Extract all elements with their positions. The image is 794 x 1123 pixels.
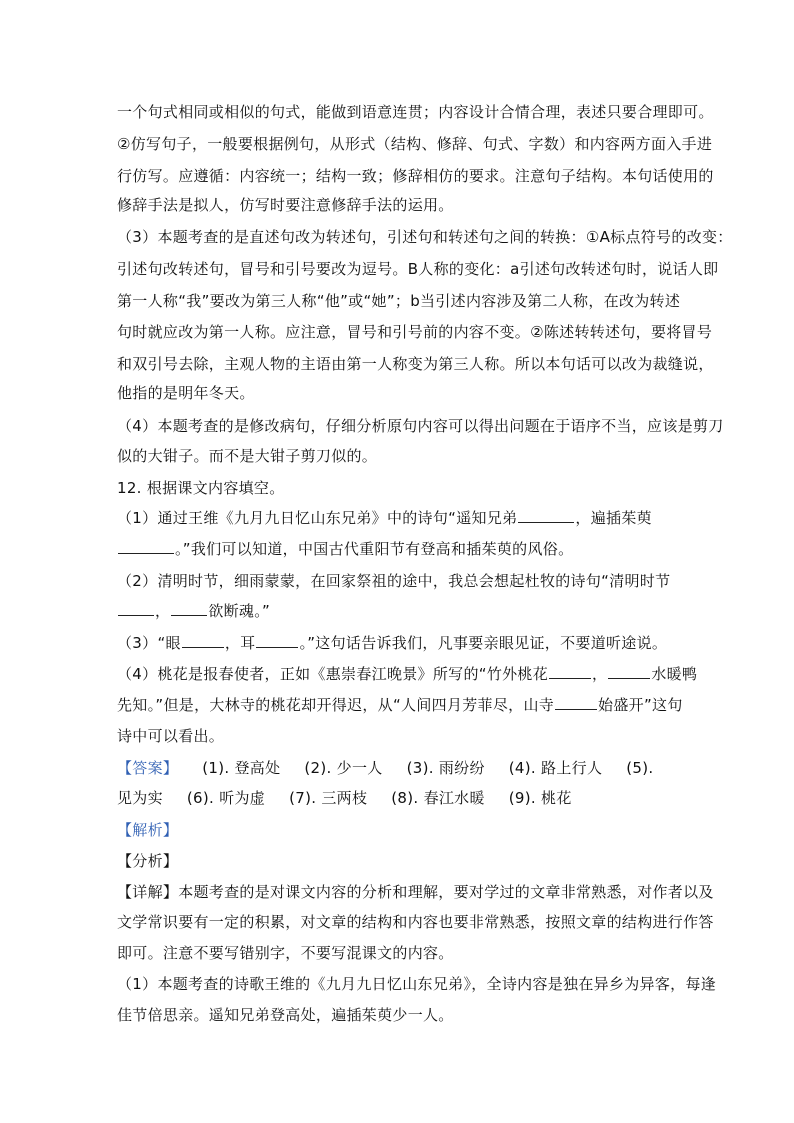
fill-blank[interactable]	[118, 539, 174, 554]
question-4: （4）桃花是报春使者，正如《惠崇春江晚景》所写的“竹外桃花 ， 水暖鸭	[117, 665, 698, 683]
question-4-end: 诗中可以看出。	[117, 727, 225, 745]
text-line: 他指的是明年冬天。	[117, 384, 255, 402]
question-2: （2）清明时节，细雨蒙蒙，在回家祭祖的途中，我总会想起杜牧的诗句“清明时节	[117, 572, 671, 590]
fill-blank[interactable]	[182, 633, 224, 648]
fill-blank[interactable]	[555, 695, 597, 710]
fill-blank[interactable]	[171, 601, 207, 616]
question-1: （1）通过王维《九月九日忆山东兄弟》中的诗句“遥知兄弟 ，遍插茱萸	[117, 509, 652, 527]
detail-line: 佳节倍思亲。遥知兄弟登高处，遍插茱萸少一人。	[117, 1006, 454, 1024]
detail-line: 【详解】本题考查的是对课文内容的分析和理解，要对学过的文章非常熟悉，对作者以及	[117, 883, 714, 901]
detail-line: （1）本题考查的诗歌王维的《九月九日忆山东兄弟》，全诗内容是独在异乡为异客，每逢	[117, 975, 717, 993]
question-3: （3）“眼 ，耳 。”这句话告诉我们，凡事要亲眼见证，不要道听途说。	[117, 634, 668, 652]
text-line: ②仿写句子，一般要根据例句，从形式（结构、修辞、句式、字数）和内容两方面入手进	[117, 135, 713, 153]
question-1-cont: 。”我们可以知道，中国古代重阳节有登高和插茱萸的风俗。	[117, 539, 573, 559]
text-line: 和双引号去除，主观人物的主语由第一人称变为第三人称。所以本句话可以改为裁缝说，	[117, 355, 714, 373]
text-line: 行仿写。应遵循：内容统一；结构一致；修辞相仿的要求。注意句子结构。本句话使用的	[117, 167, 714, 185]
text-line: 第一人称“我”要改为第三人称“他”或“她”；b当引述内容涉及第二人称，在改为转述	[117, 292, 681, 310]
fill-blank[interactable]	[518, 508, 574, 523]
text-line: 句时就应改为第一人称。应注意，冒号和引号前的内容不变。②陈述转转述句，要将冒号	[117, 323, 713, 341]
answer-line: 【答案】 (1). 登高处 (2). 少一人 (3). 雨纷纷 (4). 路上行人 (5).	[117, 759, 654, 777]
text-line: 修辞手法是拟人，仿写时要注意修辞手法的运用。	[117, 196, 454, 214]
fenxi-label: 【分析】	[117, 852, 179, 870]
text-line: （3）本题考查的是直述句改为转述句，引述句和转述句之间的转换：①A标点符号的改变：	[117, 228, 733, 246]
answer-line-cont: 见为实 (6). 听为虚 (7). 三两枝 (8). 春江水暖 (9). 桃花	[117, 789, 572, 807]
text-line: 一个句式相同或相似的句式，能做到语意连贯；内容设计合情合理，表述只要合理即可。	[117, 103, 714, 121]
fill-blank[interactable]	[256, 633, 298, 648]
analysis-label: 【解析】	[117, 821, 179, 839]
fill-blank[interactable]	[118, 601, 154, 616]
question-title: 12. 根据课文内容填空。	[117, 479, 285, 497]
detail-line: 文学常识要有一定的积累，对文章的结构和内容也要非常熟悉，按照文章的结构进行作答	[117, 913, 714, 931]
text-line: 引述句改转述句，冒号和引号要改为逗号。B人称的变化：a引述句改转述句时，说话人即	[117, 260, 719, 278]
fill-blank[interactable]	[549, 664, 591, 679]
question-4-cont: 先知。”但是，大林寺的桃花却开得迟，从“人间四月芳菲尽，山寺 始盛开”这句	[117, 696, 683, 714]
question-2-cont: ， 欲断魂。”	[117, 601, 270, 621]
text-line: （4）本题考查的是修改病句，仔细分析原句内容可以得出问题在于语序不当，应该是剪刀	[117, 417, 724, 435]
fill-blank[interactable]	[608, 664, 650, 679]
text-line: 似的大钳子。而不是大钳子剪刀似的。	[117, 447, 378, 465]
answer-label: 【答案】	[117, 759, 179, 777]
detail-line: 即可。注意不要写错别字，不要写混课文的内容。	[117, 944, 454, 962]
